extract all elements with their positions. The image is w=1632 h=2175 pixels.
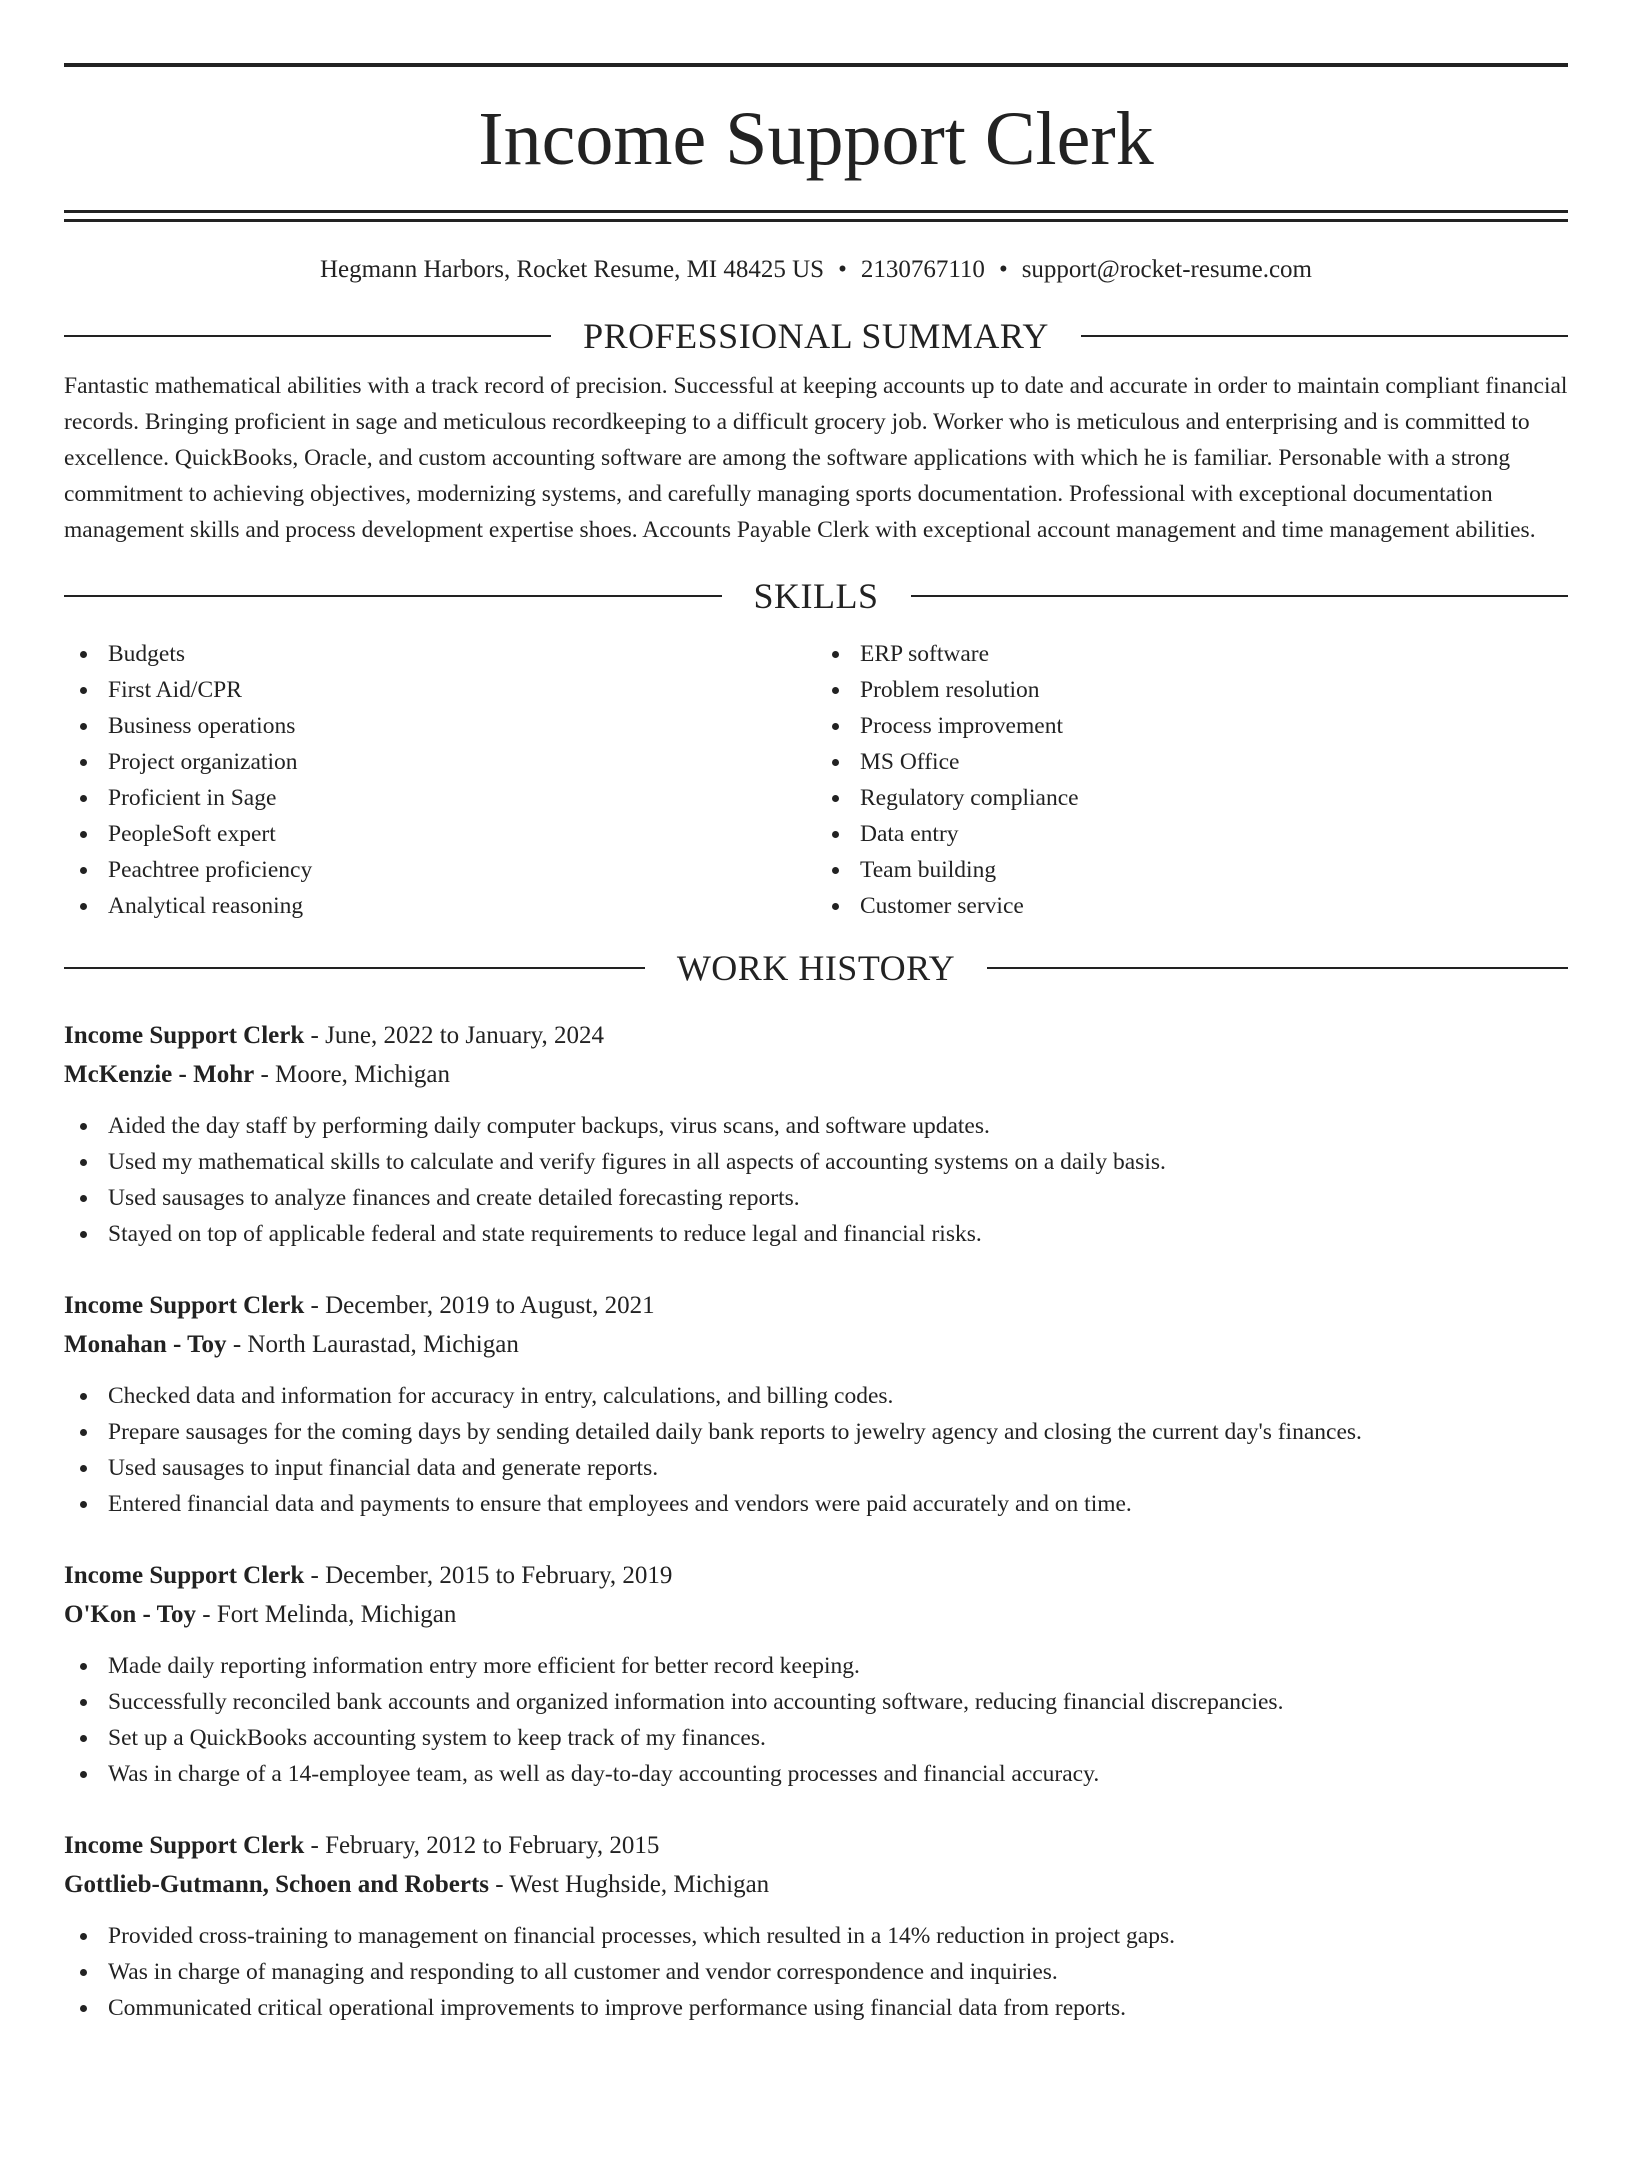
skill-item: PeopleSoft expert xyxy=(64,816,816,852)
heading-rule-left xyxy=(64,967,645,969)
job-company-line xyxy=(64,1055,1568,1094)
job-location: - Moore, Michigan xyxy=(254,1061,450,1088)
job-company: McKenzie - Mohr xyxy=(64,1061,255,1088)
work-heading xyxy=(64,946,1568,990)
skill-item: Proficient in Sage xyxy=(64,780,816,816)
job-bullet: Used my mathematical skills to calculate and verify figures in all aspects of accounting systems on a daily basis. xyxy=(64,1144,1568,1180)
job-entry xyxy=(64,1286,1568,1522)
job-bullet: Was in charge of managing and responding to all customer and vendor correspondence and inquiries. xyxy=(64,1954,1568,1990)
job-company-line xyxy=(64,1325,1568,1364)
top-rule xyxy=(64,63,1568,67)
heading-rule-left xyxy=(64,335,551,337)
job-bullet: Set up a QuickBooks accounting system to keep track of my finances. xyxy=(64,1720,1568,1756)
job-bullet: Provided cross-training to management on financial processes, which resulted in a 14% reduction in project gaps. xyxy=(64,1918,1568,1954)
job-company-line xyxy=(64,1595,1568,1634)
job-bullet: Checked data and information for accuracy in entry, calculations, and billing codes. xyxy=(64,1378,1568,1414)
job-company: O'Kon - Toy xyxy=(64,1601,196,1628)
work-title: WORK HISTORY xyxy=(676,948,956,988)
skill-item: Analytical reasoning xyxy=(64,888,816,924)
job-bullets xyxy=(64,1648,1568,1792)
heading-rule-right xyxy=(911,595,1569,597)
job-bullets xyxy=(64,1918,1568,2026)
contact-line xyxy=(64,255,1568,285)
job-bullet: Aided the day staff by performing daily computer backups, virus scans, and software updates. xyxy=(64,1108,1568,1144)
skill-item: Budgets xyxy=(64,636,816,672)
contact-phone: 2130767110 xyxy=(860,256,985,283)
job-bullet: Used sausages to input financial data and generate reports. xyxy=(64,1450,1568,1486)
job-company-line xyxy=(64,1865,1568,1904)
job-bullet: Successfully reconciled bank accounts and organized information into accounting software, reducing financial discrepancies. xyxy=(64,1684,1568,1720)
separator-dot: • xyxy=(998,256,1008,283)
job-bullet: Used sausages to analyze finances and create detailed forecasting reports. xyxy=(64,1180,1568,1216)
skill-item: Regulatory compliance xyxy=(816,780,1568,816)
job-bullet: Was in charge of a 14-employee team, as well as day-to-day accounting processes and financial accuracy. xyxy=(64,1756,1568,1792)
job-entry xyxy=(64,1016,1568,1252)
skill-item: MS Office xyxy=(816,744,1568,780)
job-title-line xyxy=(64,1556,1568,1595)
job-dates: - June, 2022 to January, 2024 xyxy=(304,1022,605,1049)
job-bullet: Prepare sausages for the coming days by sending detailed daily bank reports to jewelry agency and closing the current day's finances. xyxy=(64,1414,1568,1450)
job-entry xyxy=(64,1556,1568,1792)
summary-title: PROFESSIONAL SUMMARY xyxy=(583,316,1049,356)
skills-title: SKILLS xyxy=(753,576,879,616)
resume-page xyxy=(0,63,1632,2175)
job-company: Gottlieb-Gutmann, Schoen and Roberts xyxy=(64,1871,490,1898)
job-title: Income Support Clerk xyxy=(64,1562,305,1589)
skill-item: Business operations xyxy=(64,708,816,744)
job-bullet: Made daily reporting information entry more efficient for better record keeping. xyxy=(64,1648,1568,1684)
job-company: Monahan - Toy xyxy=(64,1331,227,1358)
skills-column-right xyxy=(816,636,1568,924)
skill-item: First Aid/CPR xyxy=(64,672,816,708)
skill-item: Process improvement xyxy=(816,708,1568,744)
job-title: Income Support Clerk xyxy=(64,1832,305,1859)
skill-item: Peachtree proficiency xyxy=(64,852,816,888)
summary-heading xyxy=(64,314,1568,358)
work-history-list xyxy=(64,1016,1568,2026)
job-location: - Fort Melinda, Michigan xyxy=(196,1601,457,1628)
skill-item: Customer service xyxy=(816,888,1568,924)
heading-rule-right xyxy=(987,967,1568,969)
resume-name: Income Support Clerk xyxy=(478,97,1154,181)
job-title: Income Support Clerk xyxy=(64,1022,305,1049)
skills-column-left xyxy=(64,636,816,924)
header-double-rule xyxy=(64,210,1568,222)
job-bullets xyxy=(64,1378,1568,1522)
job-title: Income Support Clerk xyxy=(64,1292,305,1319)
skill-item: Problem resolution xyxy=(816,672,1568,708)
job-dates: - February, 2012 to February, 2015 xyxy=(304,1832,660,1859)
skill-item: Data entry xyxy=(816,816,1568,852)
contact-email: support@rocket-resume.com xyxy=(1021,256,1312,283)
skill-item: Project organization xyxy=(64,744,816,780)
heading-rule-left xyxy=(64,595,722,597)
separator-dot: • xyxy=(838,256,847,283)
job-title-line xyxy=(64,1016,1568,1055)
job-bullet: Communicated critical operational improvements to improve performance using financial data from reports. xyxy=(64,1990,1568,2026)
job-dates: - December, 2015 to February, 2019 xyxy=(304,1562,673,1589)
skill-item: ERP software xyxy=(816,636,1568,672)
heading-rule-right xyxy=(1081,335,1568,337)
job-title-line xyxy=(64,1826,1568,1865)
skill-item: Team building xyxy=(816,852,1568,888)
skills-heading xyxy=(64,574,1568,618)
job-bullets xyxy=(64,1108,1568,1252)
contact-address: Hegmann Harbors, Rocket Resume, MI 48425 US xyxy=(320,256,825,283)
job-entry xyxy=(64,1826,1568,2026)
job-dates: - December, 2019 to August, 2021 xyxy=(304,1292,655,1319)
summary-text: Fantastic mathematical abilities with a track record of precision. Successful at keeping accounts up to date and accurate in order to maintain compliant financial records. Bringing proficient in sage and meticulous recordkeeping to a difficult grocery job. Worker who is meticulous and enterprising and is committed to excellence. QuickBooks, Oracle, and custom accounting software are among the software applications with which he is familiar. Personable with a strong commitment to achieving objectives, modernizing systems, and carefully managing sports documentation. Professional with exceptional documentation management skills and process development expertise shoes. Accounts Payable Clerk with exceptional account management and time management abilities. xyxy=(64,373,1568,543)
job-location: - West Hughside, Michigan xyxy=(489,1871,770,1898)
job-bullet: Entered financial data and payments to ensure that employees and vendors were paid accurately and on time. xyxy=(64,1486,1568,1522)
skills-list xyxy=(64,636,1568,924)
job-location: - North Laurastad, Michigan xyxy=(226,1331,519,1358)
job-title-line xyxy=(64,1286,1568,1325)
job-bullet: Stayed on top of applicable federal and state requirements to reduce legal and financial risks. xyxy=(64,1216,1568,1252)
